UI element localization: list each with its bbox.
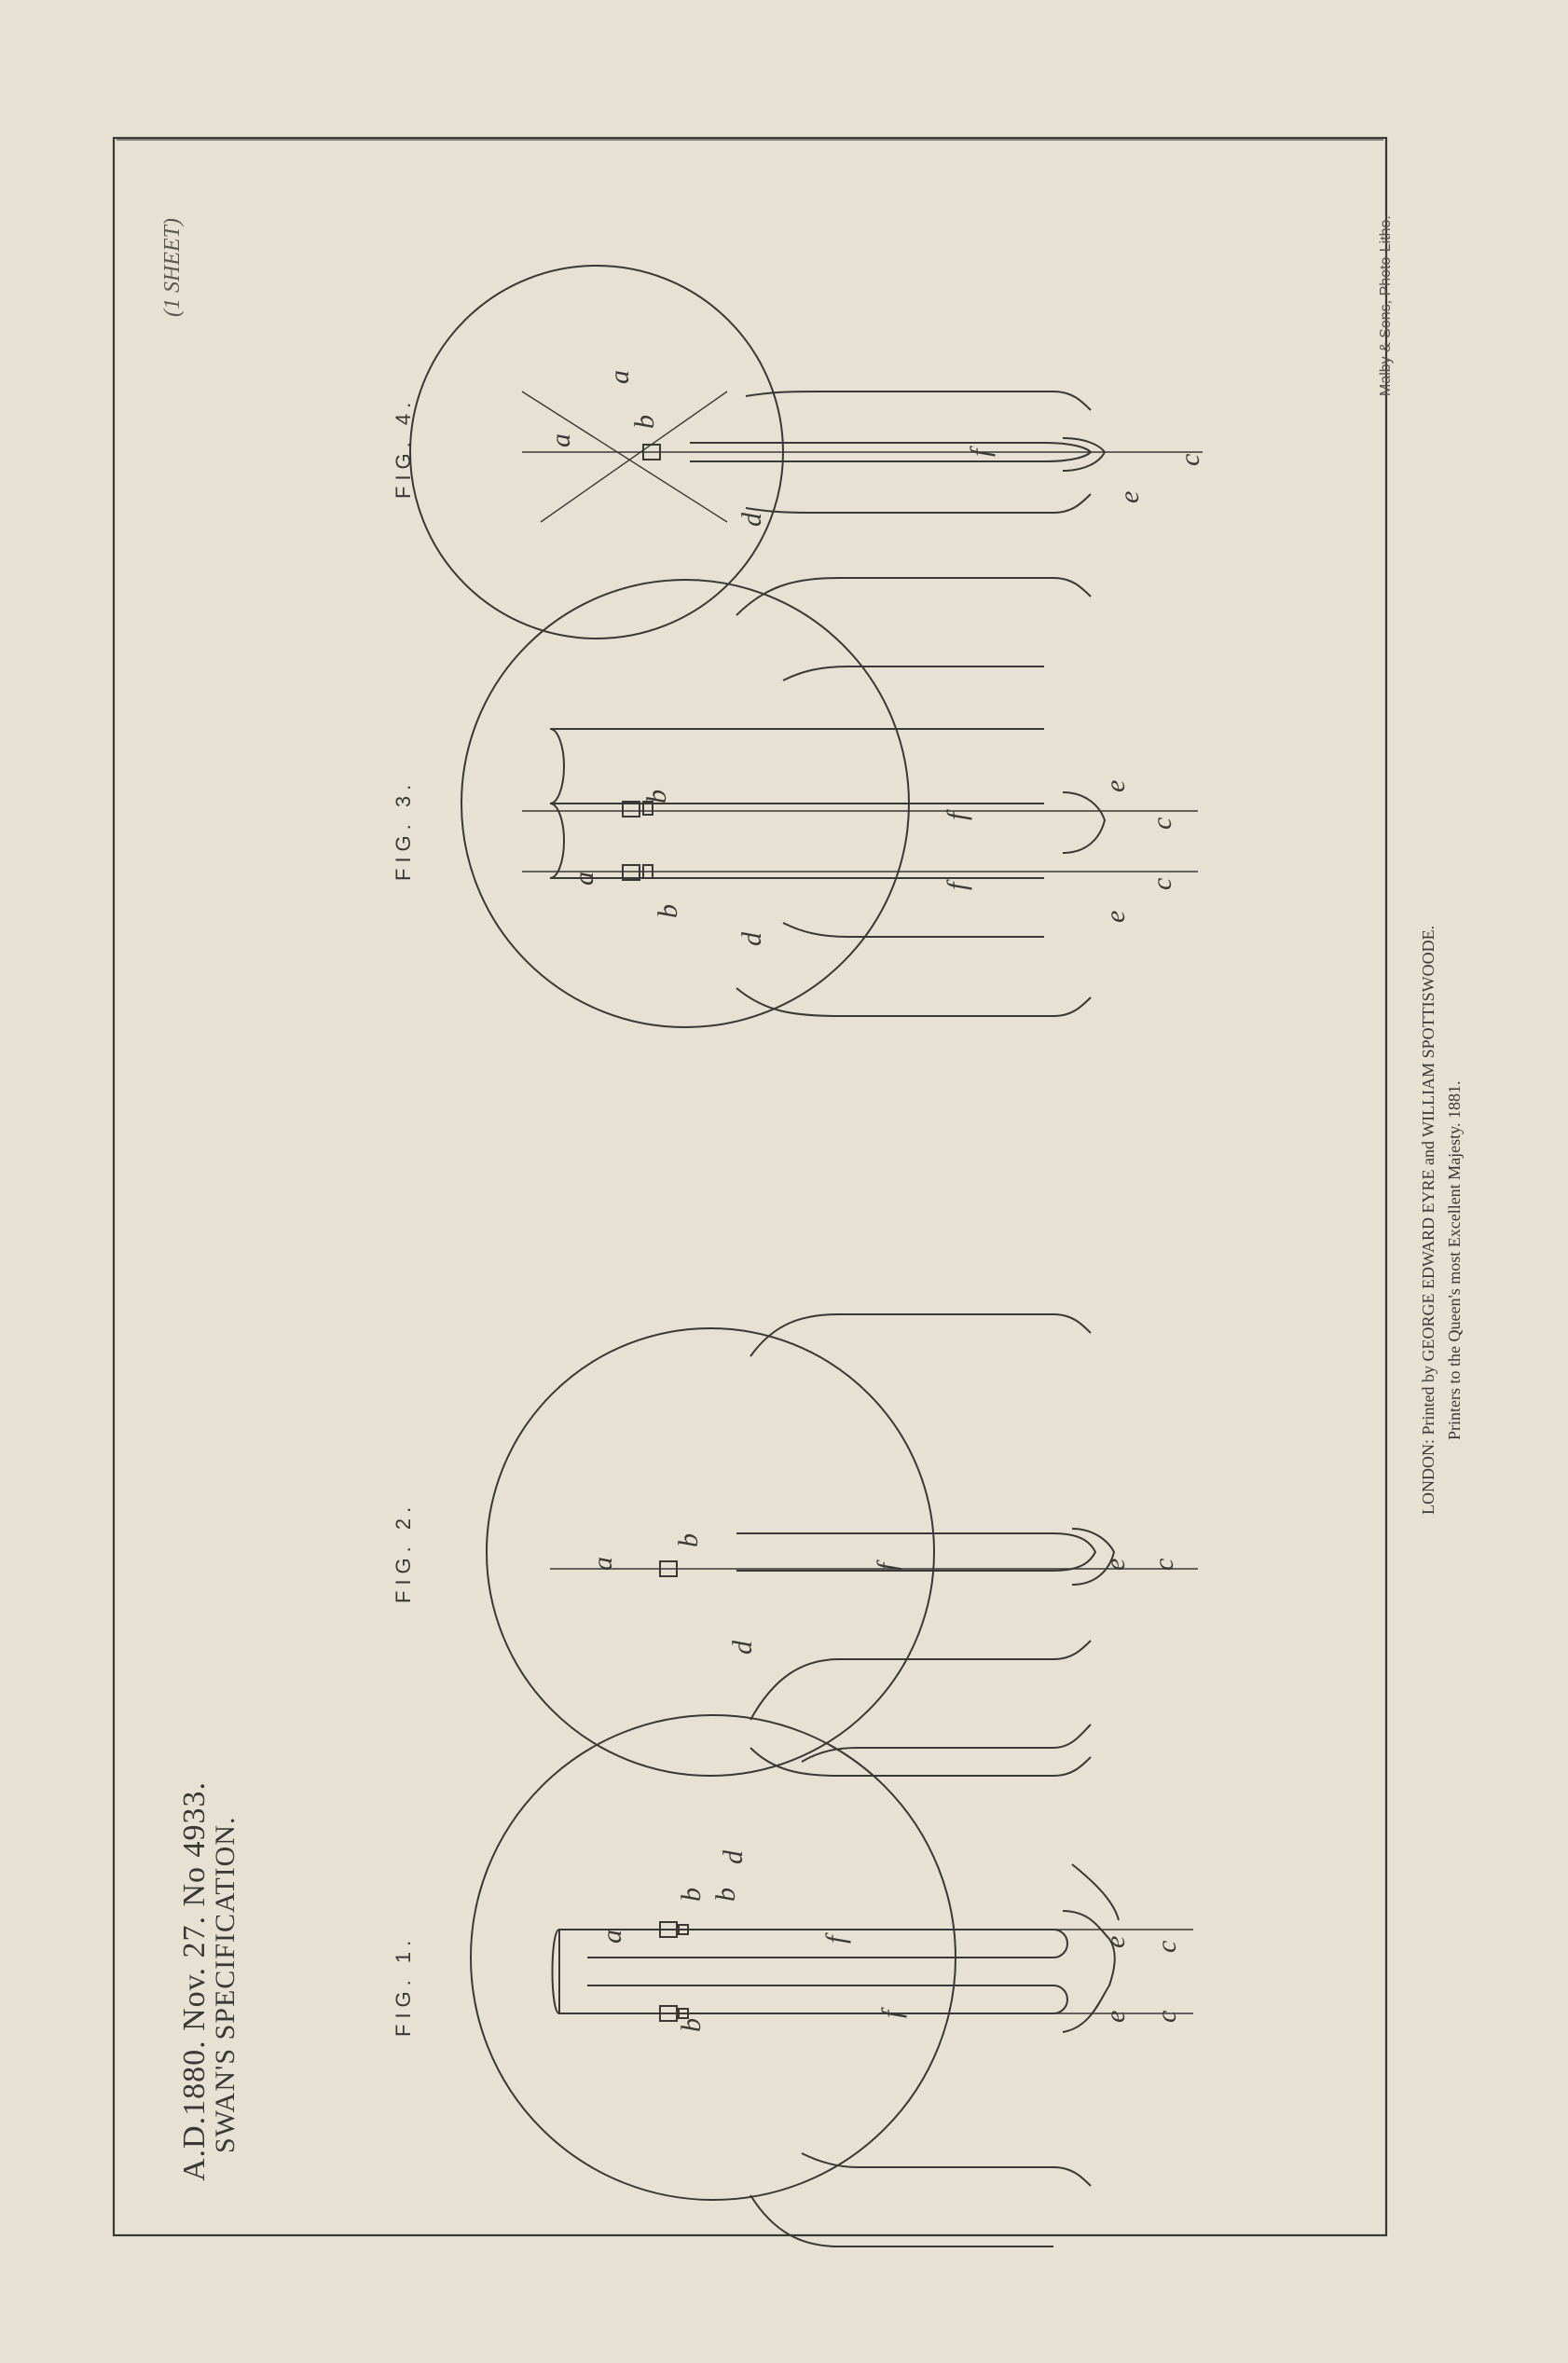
lithographer-credit: Malby & Sons, Photo-Litho. xyxy=(1378,215,1394,396)
sheet-count-note: (1 SHEET) xyxy=(160,218,185,317)
fig4-letter-c: c xyxy=(1175,453,1205,466)
fig2-letter-e: e xyxy=(1100,1558,1131,1571)
fig2-letter-d: d xyxy=(727,1641,758,1655)
fig3-letter-e1: e xyxy=(1100,779,1131,792)
fig1-letter-b2: b xyxy=(710,1888,741,1902)
fig4-letter-f: f xyxy=(965,448,996,457)
document-title: A.D.1880. Nov. 27. No 4933. xyxy=(177,1780,212,2181)
fig2-letter-b: b xyxy=(673,1533,704,1547)
fig2-caption: FIG. 2. xyxy=(392,1501,415,1603)
fig1-letter-c2: c xyxy=(1151,2010,1182,2023)
fig3-letter-d: d xyxy=(736,932,767,946)
fig1-letter-b3: b xyxy=(676,2018,707,2032)
fig4-lamp xyxy=(410,266,1203,639)
fig3-caption: FIG. 3. xyxy=(392,778,415,881)
fig1-lamp xyxy=(471,1641,1193,2246)
fig1-caption: FIG. 1. xyxy=(392,1934,415,2037)
fig1-letter-d: d xyxy=(718,1850,749,1864)
fig4-letter-b: b xyxy=(629,415,660,429)
fig1-letter-b1: b xyxy=(676,1888,707,1902)
fig2-letter-c: c xyxy=(1148,1558,1179,1571)
fig3-letter-c2: c xyxy=(1147,877,1177,890)
fig1-letter-a: a xyxy=(597,1930,627,1944)
fig1-letter-f1: f xyxy=(820,1935,851,1944)
document-subtitle: SWAN'S SPECIFICATION. xyxy=(210,1816,241,2153)
fig4-letter-a2: a xyxy=(604,370,635,384)
fig2-lamp xyxy=(487,1314,1198,1776)
fig3-letter-f2: f xyxy=(942,882,972,890)
fig1-letter-c1: c xyxy=(1151,1940,1182,1953)
fig1-letter-e1: e xyxy=(1100,1935,1131,1948)
imprint-line-2: Printers to the Queen's most Excellent Majesty. 1881. xyxy=(1445,1080,1464,1440)
imprint-line-1: LONDON: Printed by GEORGE EDWARD EYRE and WILLIAM SPOTTISWOODE. xyxy=(1419,925,1437,1515)
fig4-letter-a1: a xyxy=(545,433,576,447)
fig3-lamp xyxy=(461,578,1198,1027)
fig4-caption: FIG. 4. xyxy=(392,396,415,499)
fig1-letter-f2: f xyxy=(876,2010,907,2018)
fig2-letter-f: f xyxy=(872,1562,902,1571)
fig3-letter-b1: b xyxy=(641,790,672,804)
fig3-letter-f1: f xyxy=(942,812,972,820)
fig3-letter-a: a xyxy=(569,872,599,886)
fig4-letter-d: d xyxy=(736,513,767,527)
fig3-letter-c1: c xyxy=(1147,817,1177,830)
fig3-letter-b2: b xyxy=(653,904,683,918)
fig1-letter-e2: e xyxy=(1100,2010,1131,2023)
fig3-letter-e2: e xyxy=(1100,910,1131,923)
fig2-letter-a: a xyxy=(587,1557,618,1571)
fig4-letter-e: e xyxy=(1114,490,1145,503)
